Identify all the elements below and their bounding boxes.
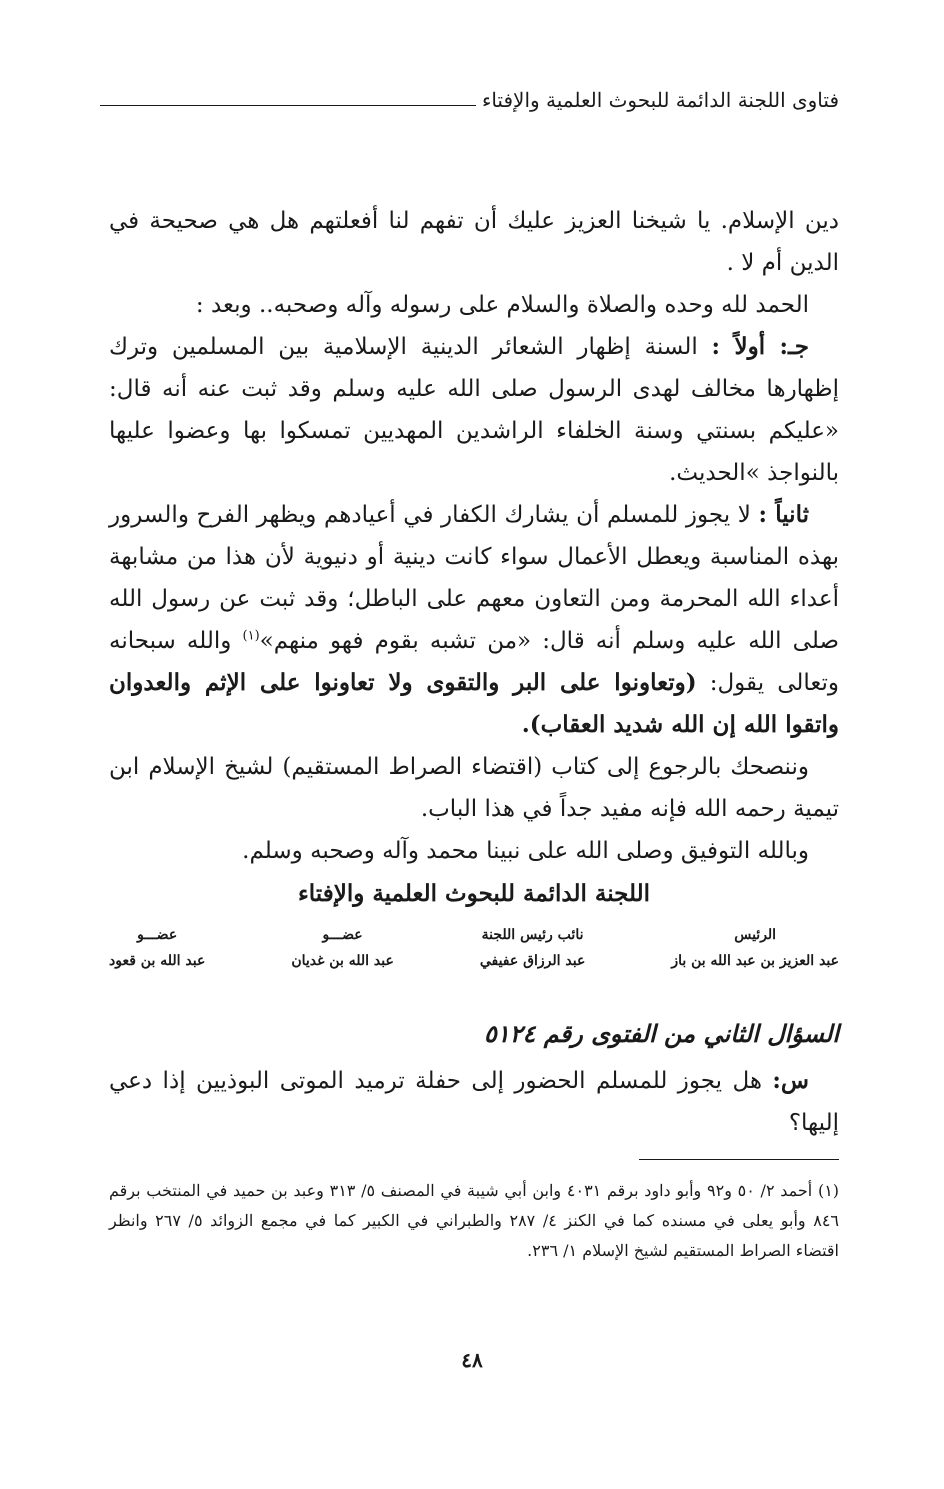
main-content (109, 200, 839, 1144)
answer-second-text-cont: والله سبحانه وتعالى يقول: (109, 628, 839, 696)
paragraph-closing: وبالله التوفيق وصلى الله على نبينا محمد وآله وصحبه وسلم. (242, 838, 809, 864)
paragraph-answer-first (109, 326, 839, 494)
answer-first-label: جـ: أولاً : (711, 333, 809, 360)
answer-second-text: لا يجوز للمسلم أن يشارك الكفار في أعيادهم ويظهر الفرح والسرور بهذه المناسبة ويعطل الأعمال سواء كانت دينية أو دنيوية لأن هذا من مشابهة أعداء الله المحرمة ومن التعاون معهم على الباطل؛ وقد ثبت عن رسول الله صلى الله عليه وسلم أنه قال: «من تشبه بقوم فهو منهم» (109, 502, 839, 654)
paragraph-answer-second (109, 494, 839, 746)
paragraph-continuation: دين الإسلام. يا شيخنا العزيز عليك أن تفهم لنا أفعلتهم هل هي صحيحة في الدين أم لا . (109, 208, 839, 276)
signature-member-2 (109, 922, 205, 974)
signature-name: عبد العزيز بن عبد الله بن باز (671, 953, 839, 969)
answer-second-label: ثانياً : (758, 501, 809, 528)
signature-president (671, 922, 839, 974)
quran-verse: (وتعاونوا على البر والتقوى ولا تعاونوا على الإثم والعدوان واتقوا الله إن الله شديد العقاب). (109, 669, 839, 738)
signature-role: نائب رئيس اللجنة (481, 927, 584, 943)
signature-role: عضـــو (137, 927, 178, 943)
paragraph-recommendation: وننصحك بالرجوع إلى كتاب (اقتضاء الصراط المستقيم) لشيخ الإسلام ابن تيمية رحمه الله فإنه مفيد جداً في هذا الباب. (109, 754, 839, 822)
signature-name: عبد الرزاق عفيفي (479, 953, 586, 969)
footnote: (١) أحمد ٢/ ٥٠ و٩٢ وأبو داود برقم ٤٠٣١ وابن أبي شيبة في المصنف ٥/ ٣١٣ وعبد بن حميد في المنتخب برقم ٨٤٦ وأبو يعلى في مسنده كما في الكنز ٤/ ٢٨٧ والطبراني في الكبير كما في مجمع الزوائد ٥/ ٢٦٧ وانظر اقتضاء الصراط المستقيم لشيخ الإسلام ١/ ٢٣٦. (109, 1181, 840, 1260)
header-rule (100, 105, 476, 106)
footnote-rule (639, 1159, 839, 1160)
running-header (100, 88, 839, 112)
page-number: ٤٨ (461, 1348, 483, 1372)
signature-name: عبد الله بن غديان (291, 953, 394, 969)
signature-role: الرئيس (734, 927, 777, 943)
signature-member-1 (291, 922, 394, 974)
signature-name: عبد الله بن قعود (109, 953, 206, 969)
running-header-title: فتاوى اللجنة الدائمة للبحوث العلمية والإفتاء (481, 88, 839, 112)
signature-vice-president (480, 922, 585, 974)
question-heading: السؤال الثاني من الفتوى رقم ٥١٢٤ (483, 1019, 839, 1048)
paragraph-opening-praise: الحمد لله وحده والصلاة والسلام على رسوله وآله وصحبه.. وبعد : (195, 292, 809, 318)
answer-first-text: السنة إظهار الشعائر الدينية الإسلامية بين المسلمين وترك إظهارها مخالف لهدى الرسول صلى الله عليه وسلم وقد ثبت عنه أنه قال: «عليكم بسنتي وسنة الخلفاء الراشدين المهديين تمسكوا بها وعضوا عليها بالنواجذ »الحديث. (109, 334, 839, 486)
signature-role: عضـــو (322, 927, 363, 943)
signature-block (109, 922, 839, 974)
committee-title: اللجنة الدائمة للبحوث العلمية والإفتاء (297, 880, 651, 907)
question-text: هل يجوز للمسلم الحضور إلى حفلة ترميد الموتى البوذيين إذا دعي إليها؟ (109, 1068, 839, 1136)
question-label: س: (772, 1067, 809, 1094)
question-paragraph (109, 1060, 839, 1144)
footnote-marker: (١) (242, 628, 260, 644)
